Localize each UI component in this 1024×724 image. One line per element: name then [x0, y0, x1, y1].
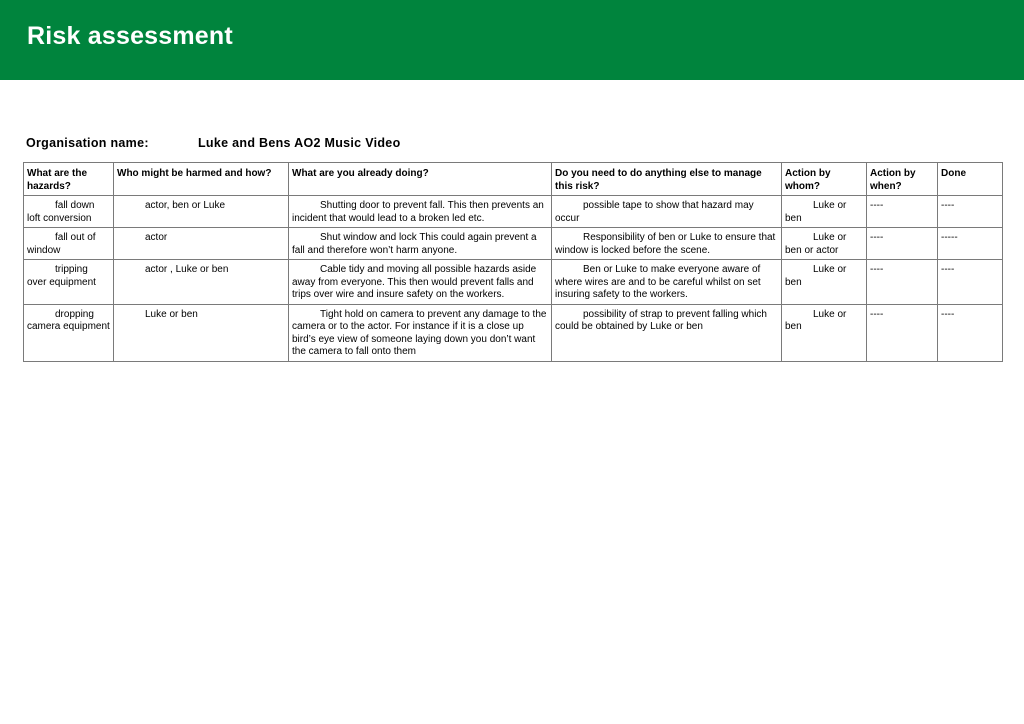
else-cell: Ben or Luke to make everyone aware of where wires are and to be careful whilst on set insuring safety to the workers.: [552, 260, 782, 305]
by-whom-cell: Luke or ben: [782, 304, 867, 361]
hazard-cell: fall out of window: [24, 228, 114, 260]
table-row: [24, 304, 1003, 361]
header-band: [0, 0, 1024, 80]
column-header-hazards: What are the hazards?: [24, 163, 114, 196]
done-cell: ----: [938, 260, 1003, 305]
else-cell: possible tape to show that hazard may occur: [552, 196, 782, 228]
by-whom-cell: Luke or ben: [782, 260, 867, 305]
who-cell: actor , Luke or ben: [114, 260, 289, 305]
hazard-cell: dropping camera equipment: [24, 304, 114, 361]
by-when-cell: ----: [867, 304, 938, 361]
who-cell: actor, ben or Luke: [114, 196, 289, 228]
doing-cell: Shutting door to prevent fall. This then prevents an incident that would lead to a broken led etc.: [289, 196, 552, 228]
who-cell: actor: [114, 228, 289, 260]
risk-table: [23, 162, 1003, 362]
table-header-row: [24, 163, 1003, 196]
doing-cell: Shut window and lock This could again prevent a fall and therefore won’t harm anyone.: [289, 228, 552, 260]
column-header-who: Who might be harmed and how?: [114, 163, 289, 196]
doing-cell: Tight hold on camera to prevent any damage to the camera or to the actor. For instance if it is a close up bird’s eye view of someone laying down you don’t want the camera to fall onto them: [289, 304, 552, 361]
page-title: Risk assessment: [27, 22, 233, 50]
organisation-label: Organisation name:: [26, 136, 149, 150]
table-row: [24, 260, 1003, 305]
organisation-name: Luke and Bens AO2 Music Video: [198, 136, 401, 150]
column-header-by-when: Action by when?: [867, 163, 938, 196]
table-row: [24, 196, 1003, 228]
hazard-cell: fall down loft conversion: [24, 196, 114, 228]
by-when-cell: ----: [867, 228, 938, 260]
hazard-cell: tripping over equipment: [24, 260, 114, 305]
else-cell: Responsibility of ben or Luke to ensure that window is locked before the scene.: [552, 228, 782, 260]
organisation-row: [26, 136, 401, 150]
by-whom-cell: Luke or ben: [782, 196, 867, 228]
column-header-done: Done: [938, 163, 1003, 196]
column-header-by-whom: Action by whom?: [782, 163, 867, 196]
by-when-cell: ----: [867, 260, 938, 305]
by-whom-cell: Luke or ben or actor: [782, 228, 867, 260]
done-cell: ----: [938, 196, 1003, 228]
column-header-else: Do you need to do anything else to manage this risk?: [552, 163, 782, 196]
column-header-doing: What are you already doing?: [289, 163, 552, 196]
by-when-cell: ----: [867, 196, 938, 228]
table-row: [24, 228, 1003, 260]
else-cell: possibility of strap to prevent falling which could be obtained by Luke or ben: [552, 304, 782, 361]
who-cell: Luke or ben: [114, 304, 289, 361]
done-cell: ----: [938, 304, 1003, 361]
doing-cell: Cable tidy and moving all possible hazards aside away from everyone. This then would prevent falls and trips over wire and insure safety on the workers.: [289, 260, 552, 305]
done-cell: -----: [938, 228, 1003, 260]
